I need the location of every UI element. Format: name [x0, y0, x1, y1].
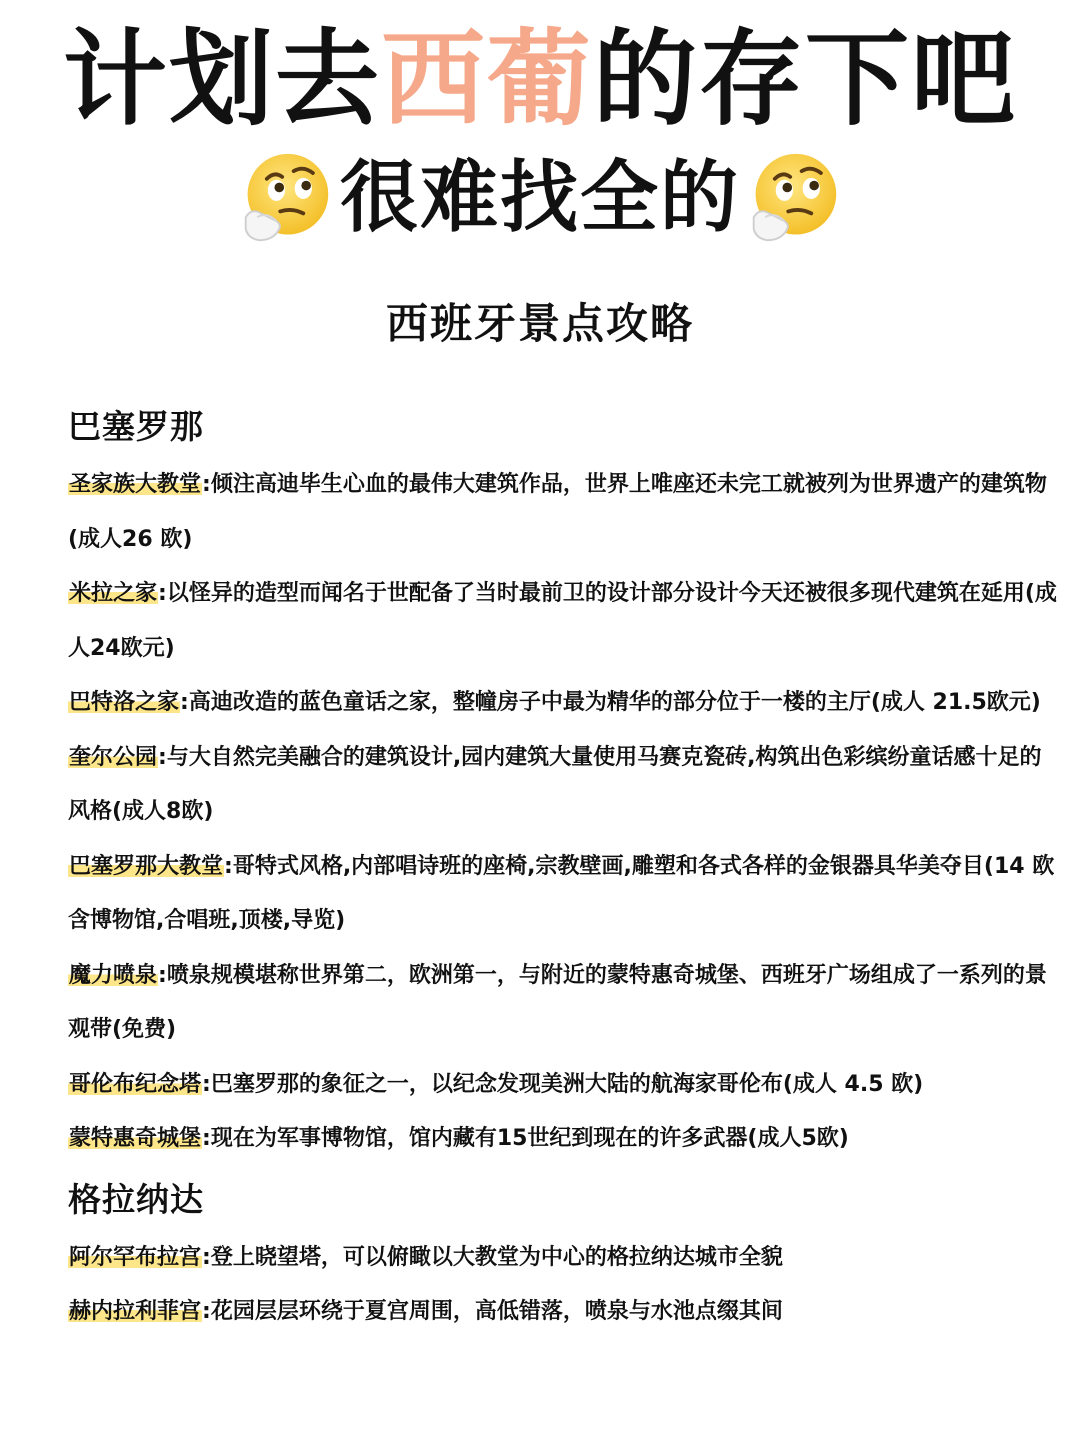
attraction-entry [68, 1231, 1058, 1286]
attraction-entry [68, 731, 1058, 840]
attraction-name: 阿尔罕布拉宫 [69, 1244, 202, 1270]
attraction-desc: :现在为军事博物馆，馆内藏有15世纪到现在的许多武器(成人5欧) [202, 1126, 849, 1151]
attraction-name: 巴塞罗那大教堂 [69, 853, 224, 879]
attraction-desc: :倾注高迪毕生心血的最伟大建筑作品，世界上唯座还未完工就被列为世界遗产的建筑物(成人26 欧) [68, 472, 1047, 552]
attraction-name: 巴特洛之家 [69, 690, 180, 715]
attraction-entry [68, 840, 1058, 949]
subline-text: 很难找全的 [339, 153, 740, 243]
city-heading-barcelona: 巴塞罗那 [68, 407, 204, 446]
attraction-desc: :巴塞罗那的象征之一，以纪念发现美洲大陆的航海家哥伦布(成人 4.5 欧) [202, 1071, 924, 1097]
attraction-name: 蒙特惠奇城堡 [69, 1126, 202, 1151]
attraction-name: 哥伦布纪念塔 [69, 1071, 202, 1097]
attraction-name: 魔力喷泉 [69, 962, 158, 988]
headline-part2: 的存下吧 [593, 18, 1018, 140]
attraction-desc: :以怪异的造型而闻名于世配备了当时最前卫的设计部分设计今天还被很多现代建筑在延用(成人24欧元) [68, 581, 1057, 661]
attraction-entry [68, 458, 1058, 567]
subline [0, 148, 1080, 248]
attraction-desc: :哥特式风格,内部唱诗班的座椅,宗教壁画,雕塑和各式各样的金银器具华美夺目(14 欧含博物馆,合唱班,顶楼,导览) [68, 853, 1055, 933]
attraction-entry [68, 1285, 1058, 1340]
attraction-name: 奎尔公园 [69, 744, 158, 770]
thinking-face-icon [746, 150, 842, 246]
attraction-desc: :登上晓望塔，可以俯瞰以大教堂为中心的格拉纳达城市全貌 [202, 1244, 783, 1270]
attraction-name: 米拉之家 [69, 581, 158, 606]
attraction-entry [68, 676, 1058, 731]
headline-part1: 计划去 [62, 18, 381, 140]
attraction-desc: :喷泉规模堪称世界第二，欧洲第一，与附近的蒙特惠奇城堡、西班牙广场组成了一系列的景观带(免费) [68, 962, 1047, 1042]
attraction-entry [68, 567, 1058, 676]
guide-content [68, 402, 1058, 1340]
attraction-entry [68, 1112, 1058, 1167]
attraction-name: 圣家族大教堂 [69, 472, 202, 497]
headline-accent: 西葡 [380, 18, 593, 140]
headline [0, 14, 1080, 144]
attraction-desc: :与大自然完美融合的建筑设计,园内建筑大量使用马赛克瓷砖,构筑出色彩缤纷童话感十足的风格(成人8欧) [68, 744, 1042, 824]
attraction-desc: :花园层层环绕于夏宫周围，高低错落，喷泉与水池点缀其间 [202, 1299, 783, 1324]
attraction-entry [68, 949, 1058, 1058]
attraction-name: 赫内拉利菲宫 [69, 1299, 202, 1324]
city-heading-granada: 格拉纳达 [68, 1179, 204, 1219]
page-title: 西班牙景点攻略 [385, 299, 694, 348]
attraction-desc: :高迪改造的蓝色童话之家，整幢房子中最为精华的部分位于一楼的主厅(成人 21.5欧元) [180, 690, 1041, 715]
attraction-entry [68, 1058, 1058, 1113]
thinking-face-icon [238, 150, 334, 246]
